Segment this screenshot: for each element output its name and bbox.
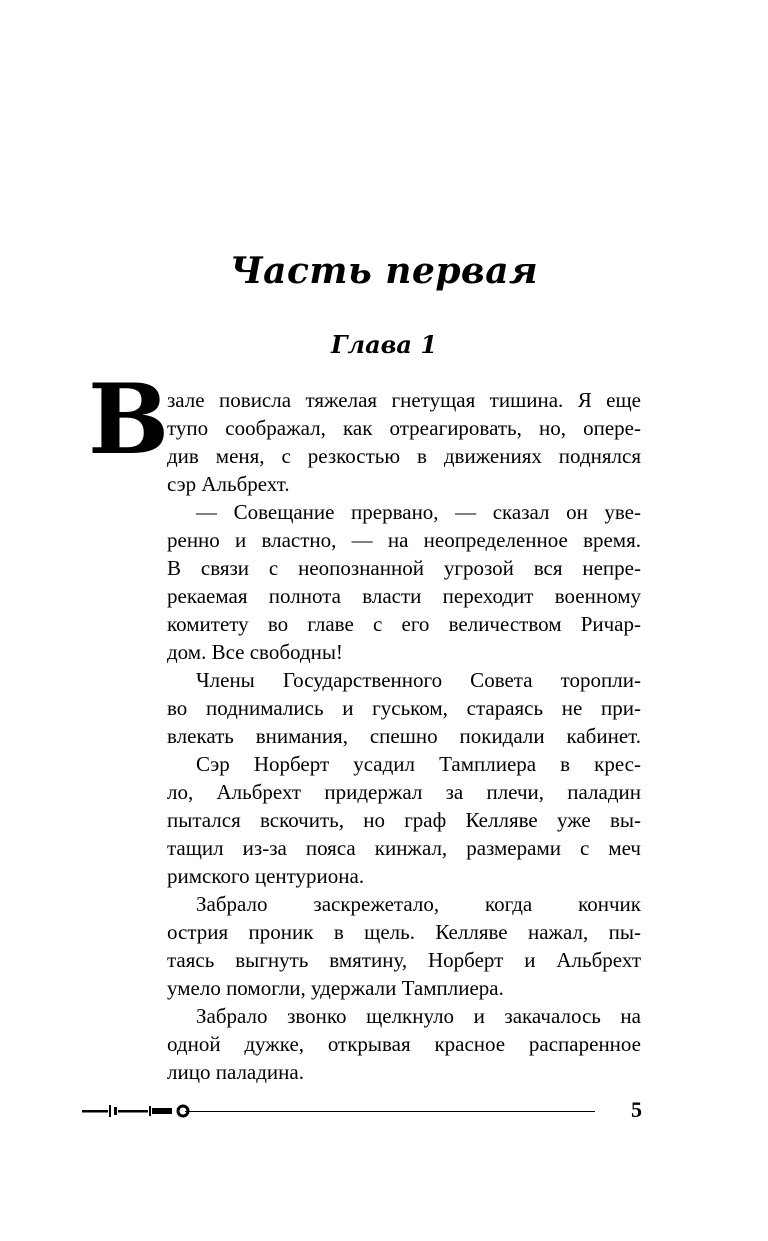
text-line: во поднимались и гуськом, стараясь не при- bbox=[167, 696, 641, 720]
text-line: влекать внимания, спешно покидали кабинет. bbox=[167, 724, 641, 748]
text-line: тупо соображал, как отреагировать, но, опере- bbox=[167, 416, 641, 440]
text-line: пытался вскочить, но граф Келляве уже вы- bbox=[167, 808, 641, 832]
text-line: римского центуриона. bbox=[167, 864, 365, 888]
text-line: Сэр Норберт усадил Тамплиера в крес- bbox=[196, 752, 641, 776]
page-number: 5 bbox=[631, 1097, 642, 1122]
text-line: В связи с неопознанной угрозой вся непре- bbox=[167, 556, 641, 580]
footer-rule bbox=[185, 1111, 595, 1112]
text-line: острия проник в щель. Келляве нажал, пы- bbox=[167, 920, 641, 944]
text-line: сэр Альбрехт. bbox=[167, 472, 290, 496]
text-line: Члены Государственного Совета торопли- bbox=[196, 668, 641, 692]
text-line: таясь выгнуть вмятину, Норберт и Альбрехт bbox=[167, 948, 641, 972]
part-title: Часть первая bbox=[229, 250, 539, 292]
text-line: лицо паладина. bbox=[167, 1060, 304, 1084]
text-line: ло, Альбрехт придержал за плечи, паладин bbox=[167, 780, 641, 804]
drop-cap: В bbox=[88, 363, 170, 476]
text-line: комитету во главе с его величеством Ричар- bbox=[167, 612, 641, 636]
text-line: умело помогли, удержали Тамплиера. bbox=[167, 976, 504, 1000]
text-line: рекаемая полнота власти переходит военному bbox=[167, 584, 641, 608]
text-line: одной дужке, открывая красное распаренное bbox=[167, 1032, 641, 1056]
text-line: — Совещание прервано, — сказал он уве- bbox=[196, 500, 641, 524]
text-line: зале повисла тяжелая гнетущая тишина. Я еще bbox=[167, 388, 641, 412]
text-line: ренно и властно, — на неопределенное время. bbox=[167, 528, 641, 552]
text-line: див меня, с резкостью в движениях поднялся bbox=[167, 444, 641, 468]
chapter-title: Глава 1 bbox=[330, 330, 438, 359]
text-line: тащил из-за пояса кинжал, размерами с меч bbox=[167, 836, 641, 860]
text-line: дом. Все свободны! bbox=[167, 640, 343, 664]
bar-and-bead-ornament-icon bbox=[82, 1100, 192, 1127]
text-line: Забрало звонко щелкнуло и закачалось на bbox=[196, 1004, 641, 1028]
text-line: Забрало заскрежетало, когда кончик bbox=[196, 892, 641, 916]
